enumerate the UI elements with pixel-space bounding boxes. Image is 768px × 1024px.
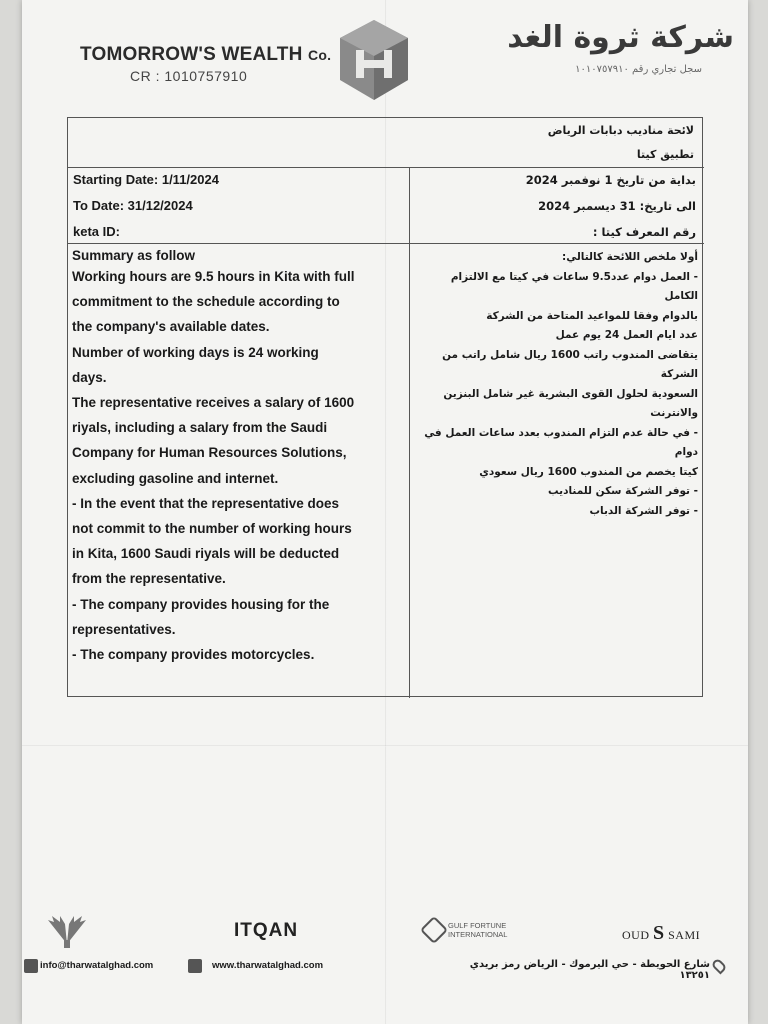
gulf-fortune-name: GULF FORTUNE [448, 921, 507, 930]
company-name-ar: شركة ثروة الغد [507, 20, 734, 55]
summary-line-en: The representative receives a salary of 1600 [72, 395, 355, 411]
starting-date-ar: بداية من تاريخ 1 نوفمبر 2024 [525, 173, 696, 187]
wings-logo-icon [44, 914, 90, 950]
globe-icon [188, 959, 202, 973]
summary-line-ar: يتقاضى المندوب راتب 1600 ريال شامل راتب من الشركة [442, 348, 698, 380]
summary-line-ar: كيتا يخصم من المندوب 1600 ريال سعودي [479, 465, 698, 478]
fold-line-horizontal [22, 745, 748, 747]
dates-band [68, 168, 704, 244]
partner-logos [22, 910, 748, 950]
oud-text: OUD [622, 928, 650, 942]
contact-website[interactable]: www.tharwatalghad.com [212, 960, 324, 971]
gulf-fortune-logo [424, 920, 507, 940]
contact-bar [22, 956, 748, 980]
column-divider [409, 168, 410, 698]
summary-line-en: in Kita, 1600 Saudi riyals will be deducted [72, 546, 340, 562]
summary-line-ar: - العمل دوام عدد9.5 ساعات في كيتا مع الالتزام الكامل [450, 270, 698, 302]
oud-sami-logo [622, 922, 700, 945]
mail-icon [24, 959, 38, 973]
summary-line-en: from the representative. [72, 571, 226, 587]
summary-line-en: riyals, including a salary from the Saudi [72, 420, 328, 436]
summary-line-en: excluding gasoline and internet. [72, 470, 279, 486]
summary-line-ar: والانترنت [650, 407, 698, 419]
summary-line-ar: - توفر الشركة سكن للمناديب [548, 485, 698, 497]
itqan-logo: ITQAN [234, 920, 299, 941]
summary-line-en: Number of working days is 24 working [72, 344, 319, 360]
summary-line-en: - In the event that the representative does [72, 495, 340, 511]
summary-ar [414, 248, 698, 521]
company-name-en-text: TOMORROW'S WEALTH [80, 44, 303, 65]
sami-text: SAMI [668, 928, 701, 942]
starting-date-en: Starting Date: 1/11/2024 [73, 172, 219, 187]
summary-line-ar: السعودية لحلول القوى البشرية غير شامل البنزين [443, 387, 698, 400]
document-page [22, 0, 748, 1024]
summary-line-ar: - توفر الشركة الدباب [589, 504, 698, 517]
summary-line-en: representatives. [72, 621, 176, 637]
terms-table [67, 117, 703, 697]
keta-id-en: keta ID: [73, 224, 120, 239]
company-name-en [80, 44, 331, 66]
summary-line-ar: عدد ايام العمل 24 يوم عمل [555, 329, 698, 341]
table-title-band [68, 118, 704, 168]
summary-line-en: Company for Human Resources Solutions, [72, 445, 347, 461]
gulf-fortune-mark-icon [420, 916, 448, 944]
contact-address: شارع الحويطة - حي اليرموك - الرياض رمز بريدي ١٣٢٥١ [469, 959, 710, 981]
summary-line-en: Working hours are 9.5 hours in Kita with full [72, 269, 355, 284]
summary-line-en: the company's available dates. [72, 319, 270, 335]
summary-line-ar: - في حالة عدم التزام المندوب بعدد ساعات العمل في دوام [424, 426, 698, 458]
table-subtitle-ar: تطبيق كيتا [636, 148, 694, 161]
summary-line-ar: أولا ملخص اللائحة كالتالي: [562, 251, 698, 263]
company-logo-icon [334, 16, 414, 106]
summary-line-en: not commit to the number of working hours [72, 521, 352, 537]
location-pin-icon [711, 958, 728, 975]
to-date-ar: الى تاريخ: 31 ديسمبر 2024 [538, 199, 696, 213]
table-title-ar: لائحة مناديب دبابات الرياض [547, 124, 694, 137]
commercial-registration-ar: سجل تجاري رقم ١٠١٠٧٥٧٩١٠ [575, 64, 702, 75]
summary-heading-en: Summary as follow [72, 248, 196, 263]
gulf-fortune-sub: INTERNATIONAL [448, 930, 508, 939]
summary-line-en: days. [72, 369, 107, 385]
to-date-en: To Date: 31/12/2024 [73, 198, 193, 213]
oud-s-mark: S [653, 922, 665, 944]
commercial-registration: CR : 1010757910 [130, 68, 248, 84]
summary-en [72, 248, 406, 667]
summary-line-ar: بالدوام وفقا للمواعيد المتاحة من الشركة [486, 309, 698, 322]
summary-line-en: - The company provides motorcycles. [72, 647, 315, 663]
contact-email[interactable]: info@tharwatalghad.com [40, 960, 154, 971]
keta-id-ar: رقم المعرف كيتا : [592, 225, 696, 239]
company-name-en-suffix: Co. [308, 47, 332, 63]
summary-line-en: commitment to the schedule according to [72, 294, 340, 310]
summary-line-en: - The company provides housing for the [72, 596, 330, 612]
